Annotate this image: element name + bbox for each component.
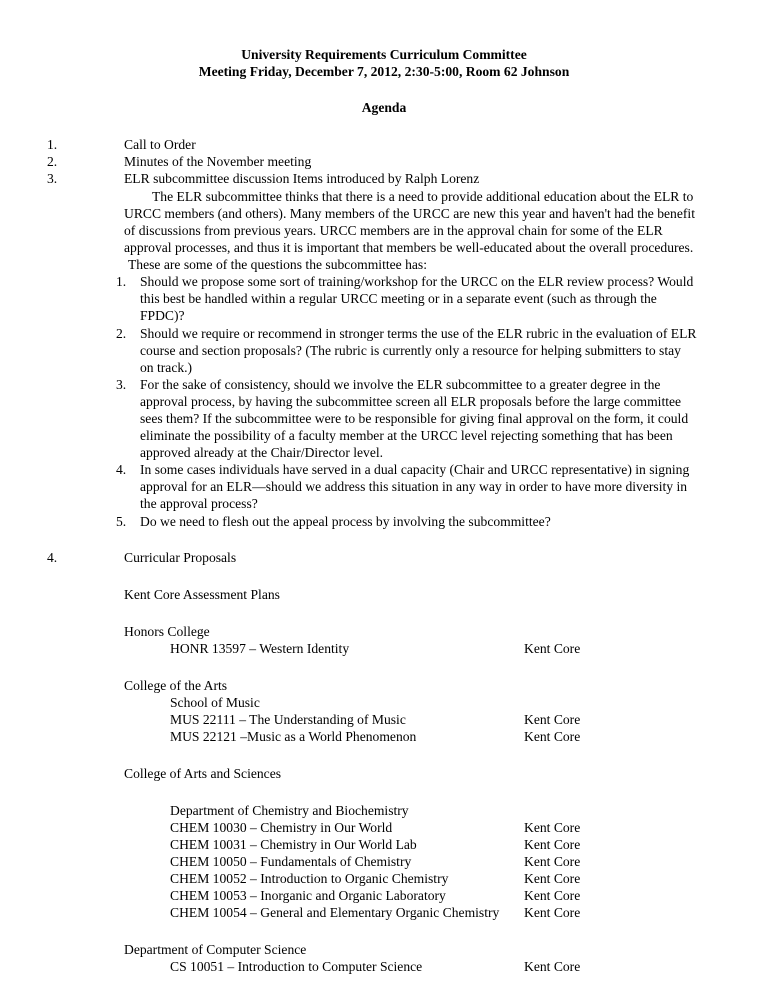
item-number: 3. bbox=[47, 171, 58, 186]
item-elr-discussion: ELR subcommittee discussion Items introduced by Ralph Lorenz bbox=[124, 171, 480, 186]
question-line: course and section proposals? (The rubric is currently only a resource for helping submitters to stay bbox=[140, 343, 681, 358]
course-type: Kent Core bbox=[524, 888, 581, 903]
question-line: approval for an ELR—should we address this situation in any way in order to have more diversity in bbox=[140, 479, 688, 494]
item-minutes: Minutes of the November meeting bbox=[124, 154, 312, 169]
question-line: approved already at the Chair/Director level. bbox=[140, 445, 384, 460]
course-name: MUS 22121 –Music as a World Phenomenon bbox=[170, 729, 417, 744]
page-title: University Requirements Curriculum Committee bbox=[241, 47, 527, 62]
question-line: Do we need to flesh out the appeal process by involving the subcommittee? bbox=[140, 514, 551, 529]
question-line: In some cases individuals have served in a dual capacity (Chair and URCC representative) in signing bbox=[140, 462, 690, 477]
course-type: Kent Core bbox=[524, 729, 581, 744]
item-call-to-order: Call to Order bbox=[124, 137, 196, 152]
college-name: Honors College bbox=[124, 624, 210, 639]
course-type: Kent Core bbox=[524, 837, 581, 852]
elr-paragraph-line: URCC members (and others). Many members of the URCC are new this year and haven't had the benefit bbox=[124, 206, 695, 221]
course-type: Kent Core bbox=[524, 905, 581, 920]
item-number: 2. bbox=[47, 154, 58, 169]
question-number: 1. bbox=[116, 274, 127, 289]
department-name: Department of Computer Science bbox=[124, 942, 307, 957]
course-type: Kent Core bbox=[524, 871, 581, 886]
assessment-heading: Kent Core Assessment Plans bbox=[124, 587, 280, 602]
course-type: Kent Core bbox=[524, 959, 581, 974]
meeting-info: Meeting Friday, December 7, 2012, 2:30-5:00, Room 62 Johnson bbox=[198, 64, 570, 79]
question-number: 2. bbox=[116, 326, 127, 341]
course-name: CHEM 10052 – Introduction to Organic Chemistry bbox=[170, 871, 449, 886]
course-name: CHEM 10050 – Fundamentals of Chemistry bbox=[170, 854, 412, 869]
course-type: Kent Core bbox=[524, 712, 581, 727]
item-curricular-proposals: Curricular Proposals bbox=[124, 550, 237, 565]
department-name: Department of Chemistry and Biochemistry bbox=[170, 803, 409, 818]
course-name: CHEM 10030 – Chemistry in Our World bbox=[170, 820, 393, 835]
agenda-heading: Agenda bbox=[361, 100, 407, 115]
question-line: on track.) bbox=[140, 360, 193, 375]
question-line: eliminate the possibility of a faculty member at the URCC level rejecting something that has been bbox=[140, 428, 673, 443]
question-line: the approval process? bbox=[140, 496, 258, 511]
course-name: HONR 13597 – Western Identity bbox=[170, 641, 350, 656]
question-line: this best be handled within a regular URCC meeting or in a separate event (such as through the bbox=[140, 291, 657, 306]
elr-paragraph-line: approval processes, and thus it is important that members be well-educated about the overall procedures. bbox=[124, 240, 694, 255]
question-line: Should we require or recommend in stronger terms the use of the ELR rubric in the evaluation of ELR bbox=[140, 326, 697, 341]
college-name: College of the Arts bbox=[124, 678, 228, 693]
course-type: Kent Core bbox=[524, 854, 581, 869]
course-name: CHEM 10053 – Inorganic and Organic Laboratory bbox=[170, 888, 446, 903]
question-line: sees them? If the subcommittee were to be responsible for giving final approval on the form, it could bbox=[140, 411, 689, 426]
item-number: 1. bbox=[47, 137, 58, 152]
question-line: Should we propose some sort of training/workshop for the URCC on the ELR review process? Would bbox=[140, 274, 694, 289]
elr-paragraph-line: of discussions from previous years. URCC members are in the approval chain for some of the ELR bbox=[124, 223, 663, 238]
course-name: CHEM 10031 – Chemistry in Our World Lab bbox=[170, 837, 417, 852]
course-type: Kent Core bbox=[524, 641, 581, 656]
question-line: approval process, by having the subcommittee screen all ELR proposals before the large committee bbox=[140, 394, 682, 409]
question-number: 5. bbox=[116, 514, 127, 529]
course-type: Kent Core bbox=[524, 820, 581, 835]
elr-paragraph-line: These are some of the questions the subcommittee has: bbox=[128, 257, 427, 272]
item-number: 4. bbox=[47, 550, 58, 565]
question-line: FPDC)? bbox=[140, 308, 185, 323]
school-name: School of Music bbox=[170, 695, 260, 710]
course-name: MUS 22111 – The Understanding of Music bbox=[170, 712, 406, 727]
question-line: For the sake of consistency, should we involve the ELR subcommittee to a greater degree in the bbox=[140, 377, 661, 392]
course-name: CHEM 10054 – General and Elementary Organic Chemistry bbox=[170, 905, 500, 920]
question-number: 4. bbox=[116, 462, 127, 477]
question-number: 3. bbox=[116, 377, 127, 392]
college-name: College of Arts and Sciences bbox=[124, 766, 282, 781]
elr-paragraph-line: The ELR subcommittee thinks that there is a need to provide additional education about the ELR to bbox=[152, 189, 694, 204]
course-name: CS 10051 – Introduction to Computer Science bbox=[170, 959, 423, 974]
